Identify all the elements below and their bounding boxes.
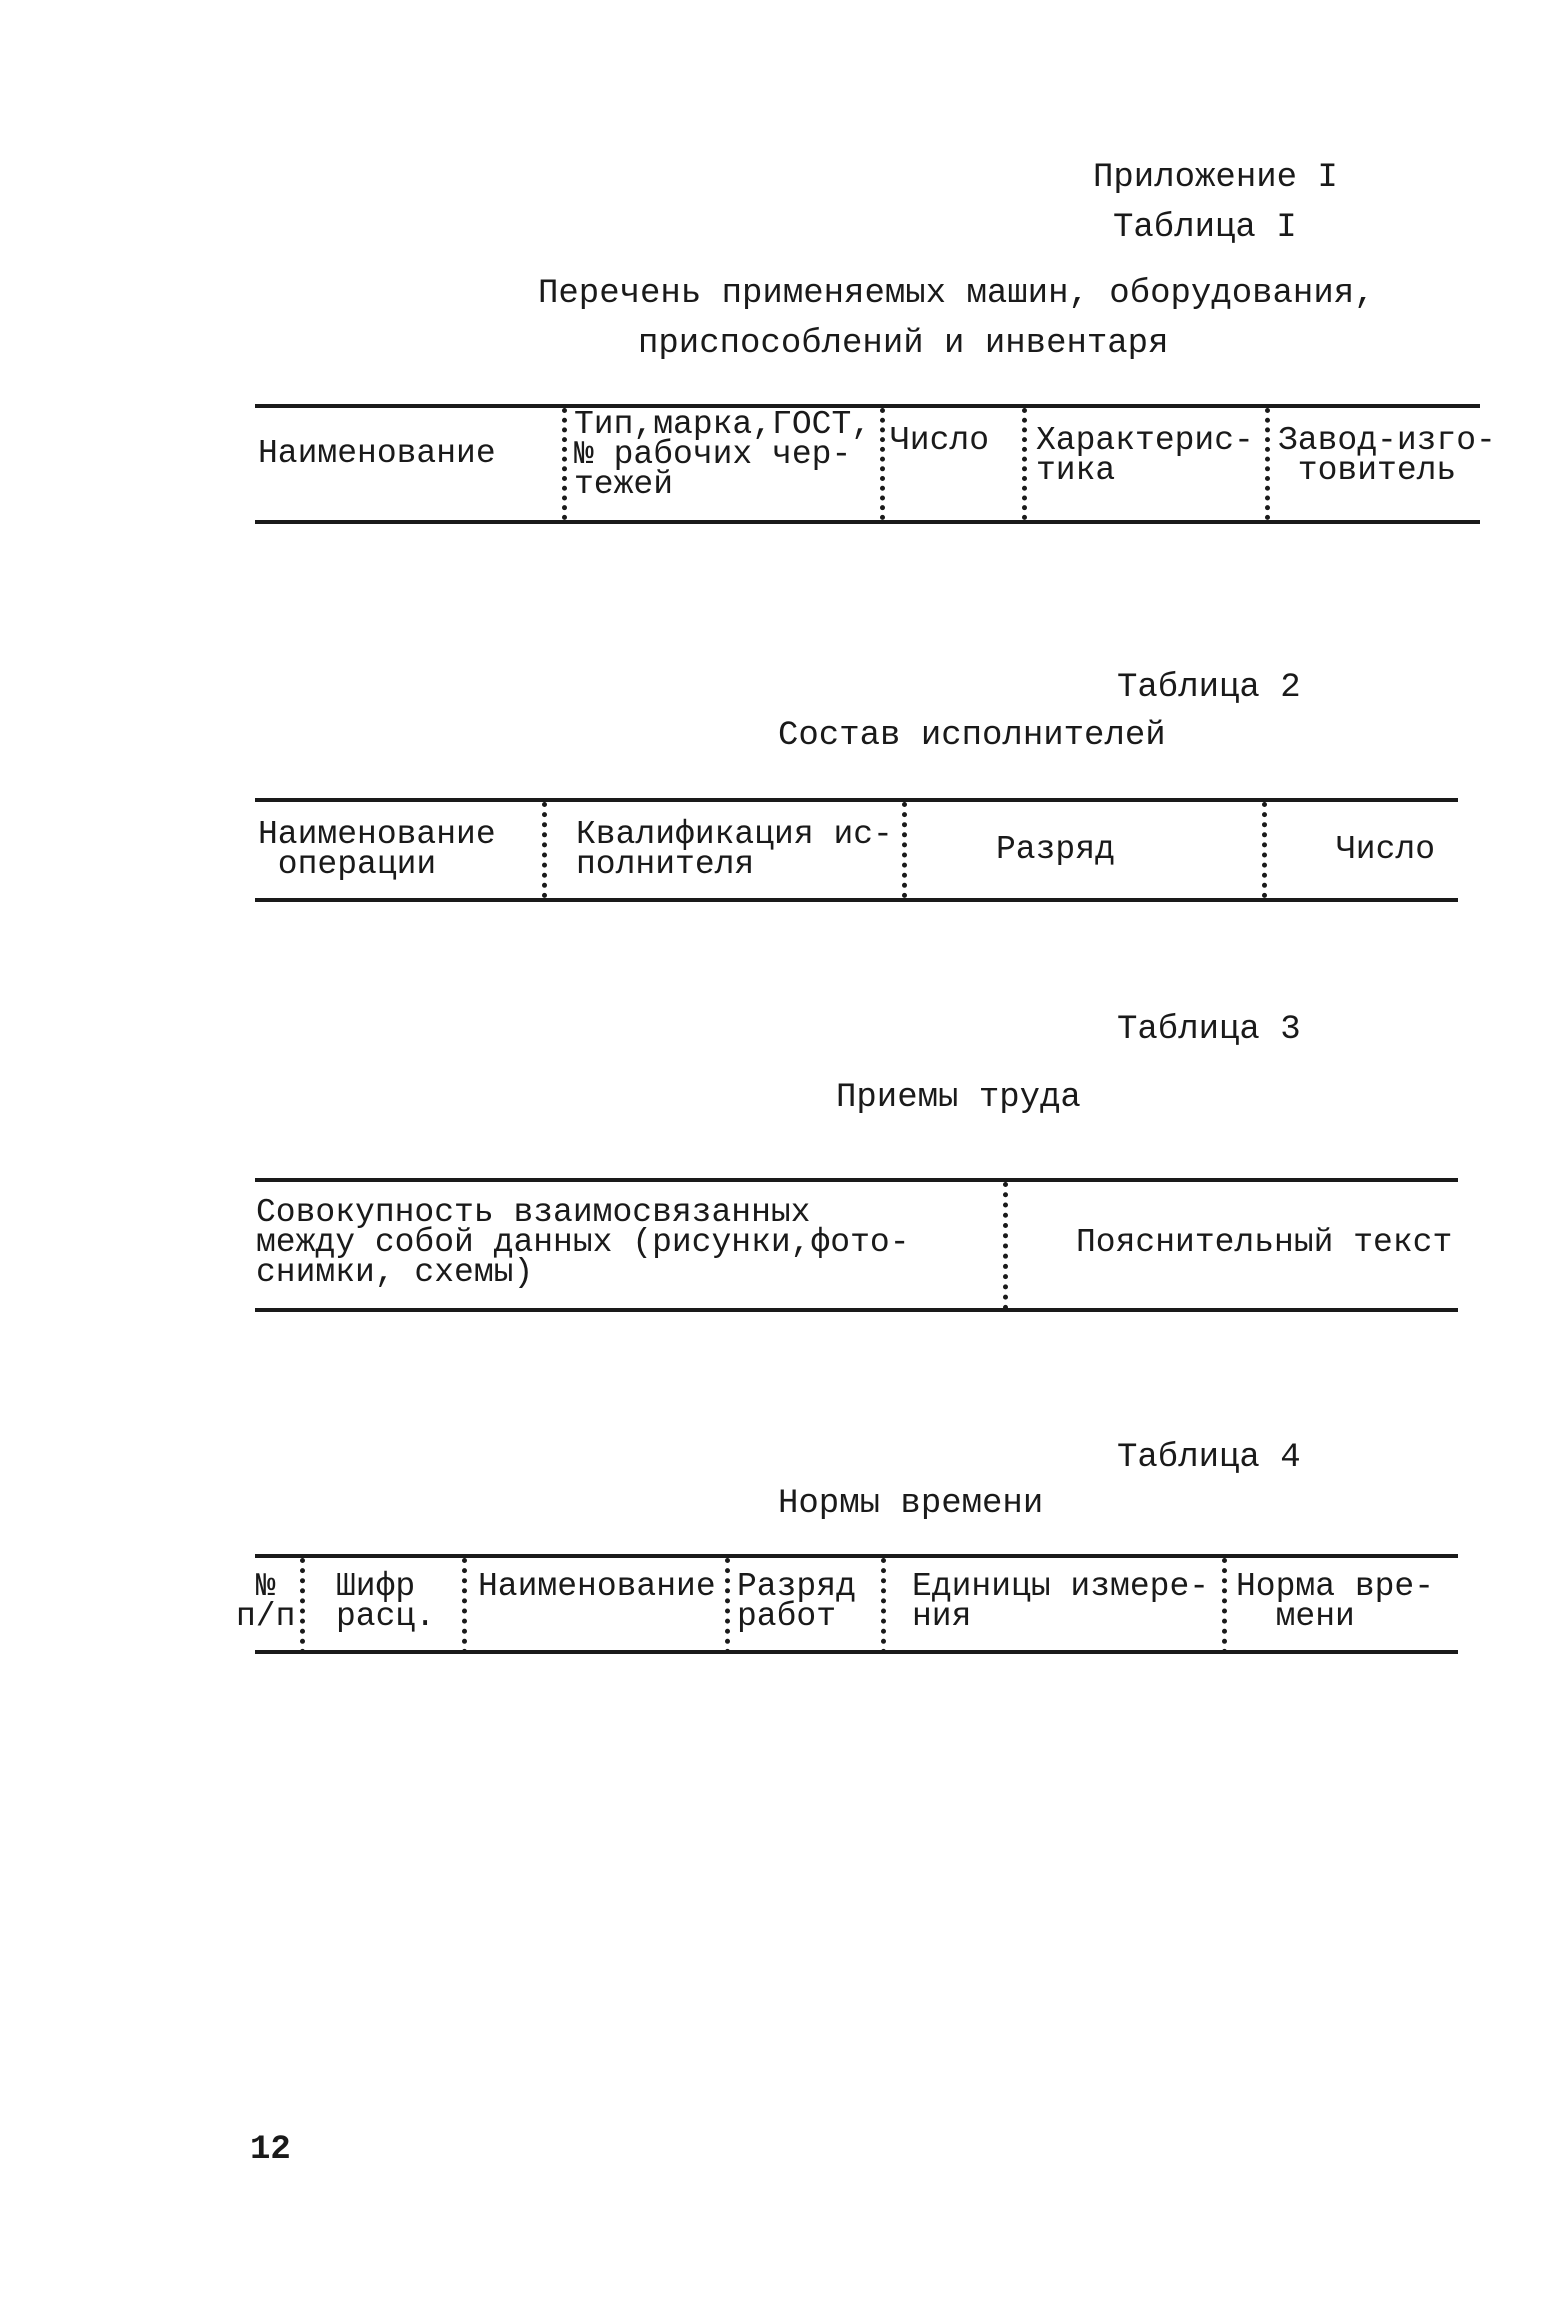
table2-top-rule <box>255 798 1458 802</box>
table4-header-time-norm: Норма вре- мени <box>1236 1568 1435 1635</box>
table4-separator <box>300 1558 305 1654</box>
table4-top-rule <box>255 1554 1458 1558</box>
table4-separator <box>1222 1558 1227 1654</box>
table2-separator <box>902 802 907 898</box>
table2-bottom-rule <box>255 898 1458 902</box>
table1-caption: Таблица I <box>1113 209 1297 247</box>
table4-bottom-rule <box>255 1650 1458 1654</box>
table3-bottom-rule <box>255 1308 1458 1312</box>
table4-header-code: Шифр расц. <box>336 1568 436 1635</box>
table3-header-data: Совокупность взаимосвязанных между собой данных (рисунки,фото- снимки, схемы) <box>256 1194 910 1291</box>
appendix-label: Приложение I <box>1093 159 1338 197</box>
table1-header-name: Наименование <box>258 435 496 472</box>
table4-header-grade: Разряд работ <box>737 1568 856 1635</box>
table1-header-characteristic: Характерис- тика <box>1036 422 1254 489</box>
table3-separator <box>1003 1182 1008 1310</box>
table3-title: Приемы труда <box>836 1079 1081 1117</box>
table2-separator <box>1262 802 1267 898</box>
table2-title: Состав исполнителей <box>778 717 1166 755</box>
table4-header-unit: Единицы измере- ния <box>912 1568 1210 1635</box>
table1-bottom-rule <box>255 520 1480 524</box>
table1-separator <box>1265 408 1270 520</box>
table1-separator <box>562 408 567 520</box>
table4-caption: Таблица 4 <box>1117 1439 1301 1477</box>
table4-title: Нормы времени <box>778 1485 1044 1523</box>
table3-caption: Таблица 3 <box>1117 1011 1301 1049</box>
table2-header-count: Число <box>1336 831 1436 868</box>
table4-header-number: № п/п <box>236 1568 296 1635</box>
table3-top-rule <box>255 1178 1458 1182</box>
table3-header-explanatory-text: Пояснительный текст <box>1076 1224 1453 1261</box>
table1-header-type: Тип,марка,ГОСТ, № рабочих чер- тежей <box>574 406 872 503</box>
table1-separator <box>1022 408 1027 520</box>
table4-separator <box>462 1558 467 1654</box>
table1-title-line1: Перечень применяемых машин, оборудования, <box>538 275 1375 313</box>
table4-header-name: Наименование <box>478 1568 716 1605</box>
table2-header-qualification: Квалификация ис- полнителя <box>576 816 893 883</box>
table2-header-grade: Разряд <box>996 831 1115 868</box>
page-number: 12 <box>250 2131 291 2169</box>
table1-header-manufacturer: Завод-изго- товитель <box>1278 422 1496 489</box>
table2-caption: Таблица 2 <box>1117 669 1301 707</box>
table1-separator <box>880 408 885 520</box>
table2-header-operation: Наименование операции <box>258 816 496 883</box>
table4-separator <box>881 1558 886 1654</box>
table4-separator <box>725 1558 730 1654</box>
table1-title-line2: приспособлений и инвентаря <box>638 325 1169 363</box>
table2-separator <box>542 802 547 898</box>
table1-header-count: Число <box>890 422 990 459</box>
